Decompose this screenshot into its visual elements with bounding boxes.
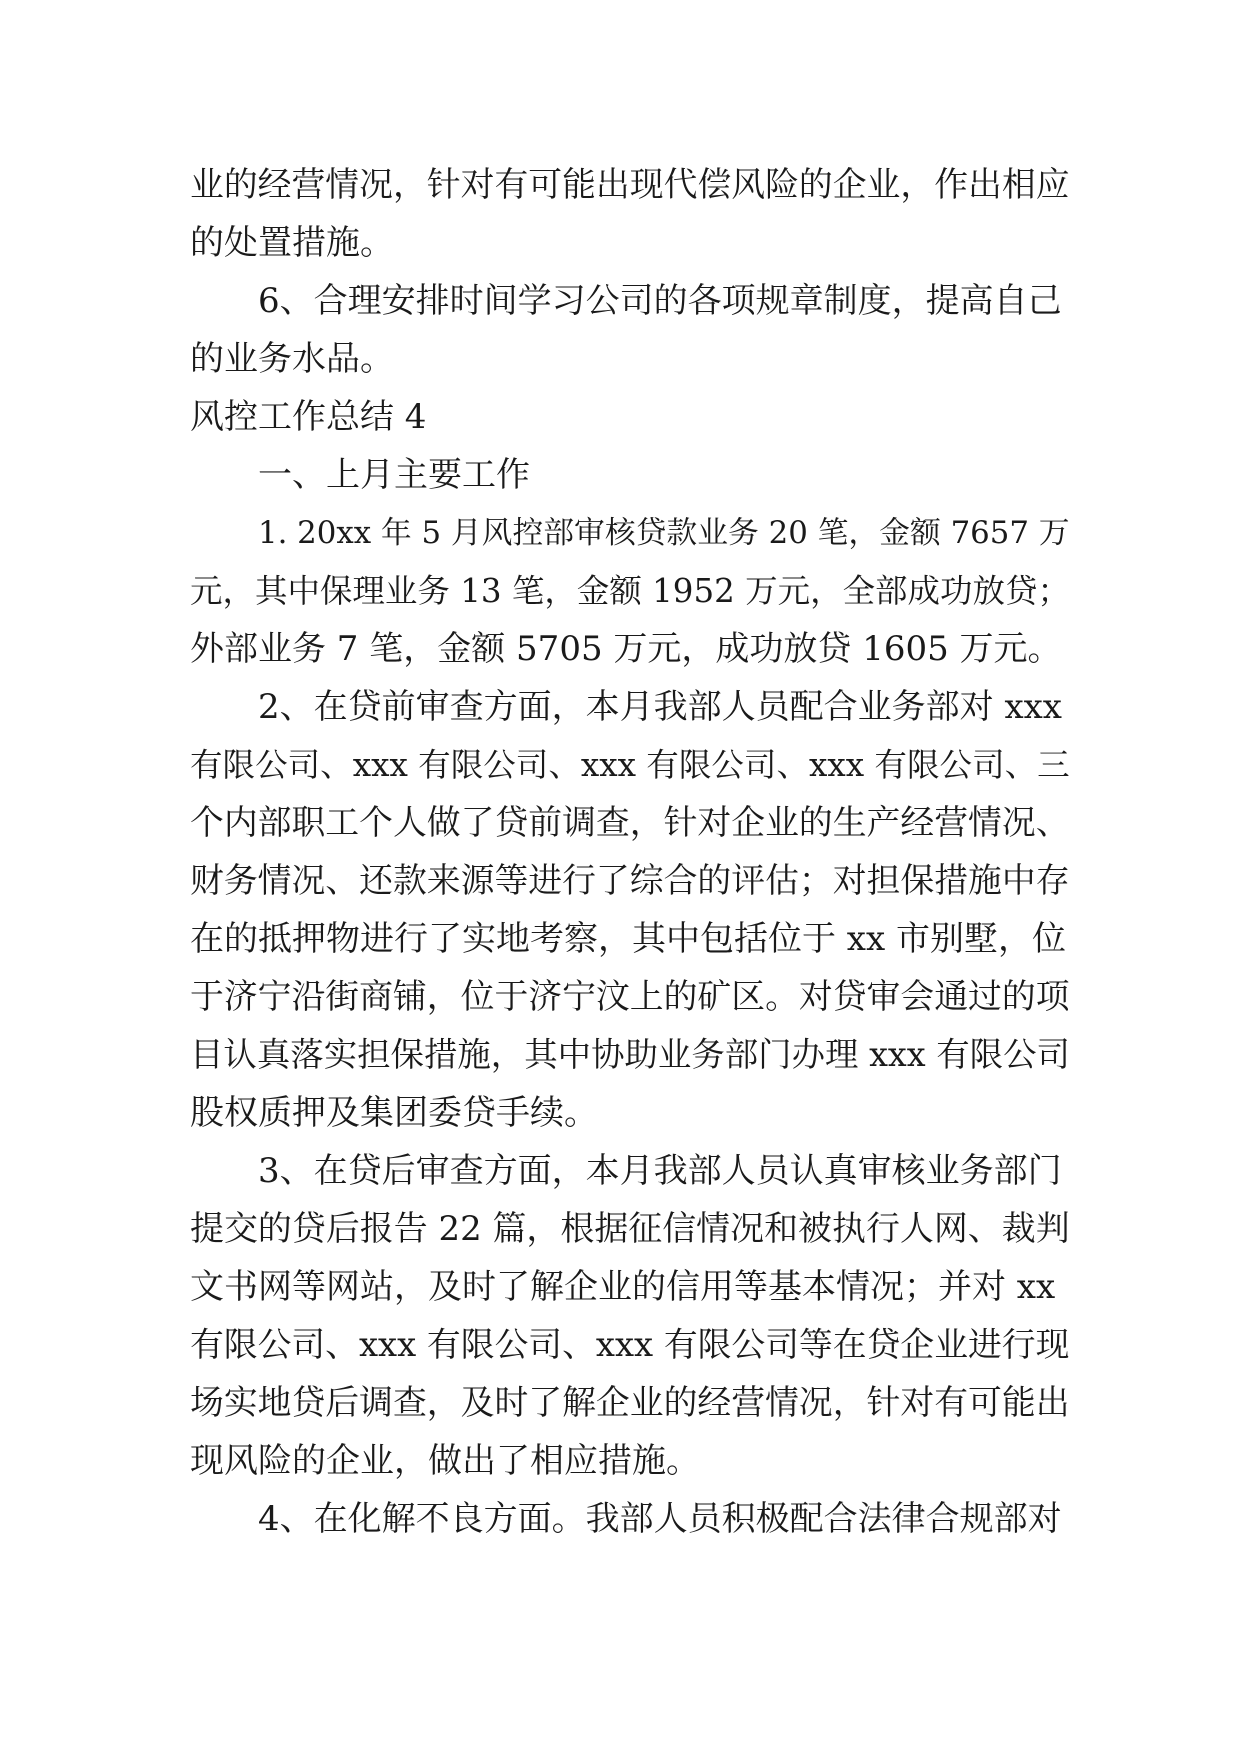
paragraph-line: 在的抵押物进行了实地考察，其中包括位于 xx 市别墅，位 <box>190 919 1066 959</box>
paragraph-line: 现风险的企业，做出了相应措施。 <box>190 1441 700 1481</box>
paragraph-line: 3、在贷后审查方面，本月我部人员认真审核业务部门 <box>258 1151 1062 1191</box>
paragraph-line: 元，其中保理业务 13 笔，金额 1952 万元，全部成功放贷； <box>190 572 1070 610</box>
paragraph-line: 目认真落实担保措施，其中协助业务部门办理 xxx 有限公司 <box>190 1035 1070 1074</box>
paragraph-line: 有限公司、xxx 有限公司、xxx 有限公司、xxx 有限公司、三 <box>190 746 1070 784</box>
subsection-heading: 一、上月主要工作 <box>258 455 530 495</box>
paragraph-line: 于济宁沿街商铺，位于济宁汶上的矿区。对贷审会通过的项 <box>190 977 1070 1016</box>
paragraph-line: 外部业务 7 笔，金额 5705 万元，成功放贷 1605 万元。 <box>190 629 1062 669</box>
paragraph-line: 有限公司、xxx 有限公司、xxx 有限公司等在贷企业进行现 <box>190 1325 1070 1364</box>
paragraph-line: 2、在贷前审查方面，本月我部人员配合业务部对 xxx <box>258 687 1062 727</box>
paragraph-line: 财务情况、还款来源等进行了综合的评估；对担保措施中存 <box>190 861 1070 900</box>
paragraph-line: 4、在化解不良方面。我部人员积极配合法律合规部对 <box>258 1499 1062 1539</box>
paragraph-line: 的业务水品。 <box>190 339 394 379</box>
paragraph-line: 文书网等网站，及时了解企业的信用等基本情况；并对 xx <box>190 1267 1056 1307</box>
section-heading: 风控工作总结 4 <box>190 397 427 437</box>
paragraph-line: 股权质押及集团委贷手续。 <box>190 1093 598 1133</box>
paragraph-line: 场实地贷后调查，及时了解企业的经营情况，针对有可能出 <box>190 1383 1070 1422</box>
paragraph-line: 个内部职工个人做了贷前调查，针对企业的生产经营情况、 <box>190 803 1070 842</box>
paragraph-line: 6、合理安排时间学习公司的各项规章制度，提高自己 <box>258 281 1062 321</box>
paragraph-line: 1. 20xx 年 5 月风控部审核贷款业务 20 笔，金额 7657 万 <box>258 515 1070 551</box>
paragraph-line: 的处置措施。 <box>190 223 394 263</box>
document-body <box>190 156 1070 1548</box>
paragraph-line: 业的经营情况，针对有可能出现代偿风险的企业，作出相应 <box>190 165 1070 204</box>
paragraph-line: 提交的贷后报告 22 篇，根据征信情况和被执行人网、裁判 <box>190 1209 1070 1249</box>
